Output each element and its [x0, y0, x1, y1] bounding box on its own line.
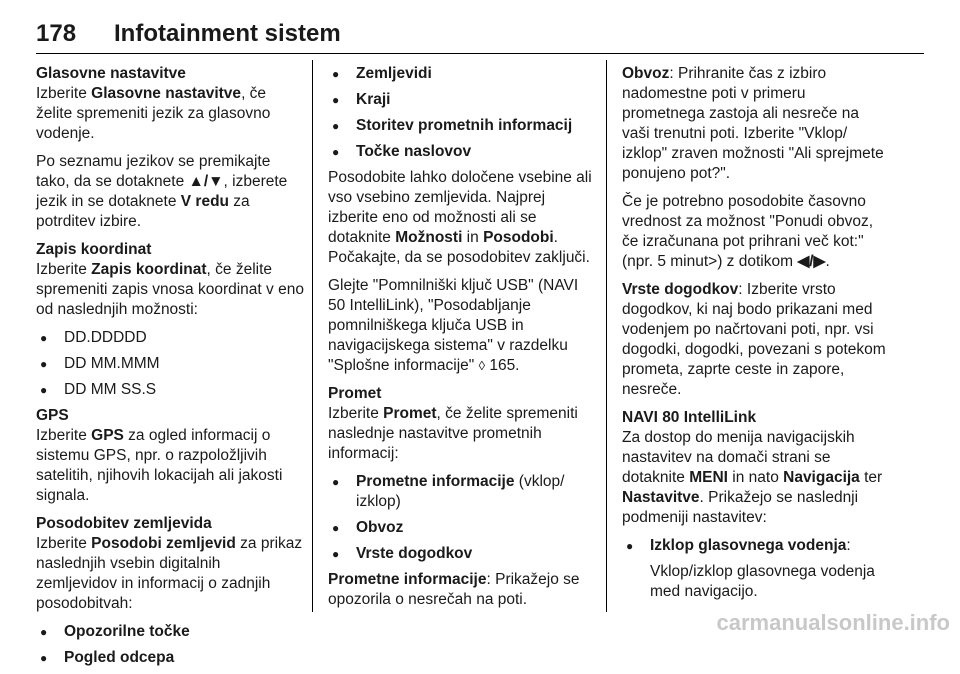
section-heading-map-update: Posodobitev zemljevida: [36, 515, 212, 532]
paragraph: Če je potrebno posodobite časovno vrednost za možnost "Ponudi obvoz, če izračunana pot prihrani več kot:" (npr. 5 minut>) z dotikom ◀/▶.: [622, 193, 874, 270]
paragraph: Prometne informacije: Prikažejo se opozorila o nesrečah na poti.: [328, 571, 580, 608]
section-heading-voice-settings: Glasovne nastavitve: [36, 65, 186, 82]
list-item: ● Kraji: [328, 90, 596, 110]
list-item: ● Izklop glasovnega vodenja:: [622, 536, 890, 556]
paragraph: Vrste dogodkov: Izberite vrsto dogodkov, ki naj bodo prikazani med vodenjem po načrtovani poti, npr. vsi dogodki, dogodki, povezani s potekom prometa, zaprte ceste in zapore, nesreče.: [622, 281, 886, 398]
paragraph: Za dostop do menija navigacijskih nastavitev na domači strani se dotaknite MENI in nato Navigacija ter Nastavitve. Prikažejo se naslednji podmeniji nastavitev:: [622, 429, 883, 526]
list-item: ● Prometne informacije (vklop/ izklop): [328, 472, 596, 512]
bullet-list: [622, 536, 890, 556]
list-item: ● Pogled odcepa: [36, 648, 304, 668]
list-item: ● DD MM SS.S: [36, 380, 304, 400]
page-reference-icon: ◊: [478, 358, 486, 373]
up-down-arrows-icon: ▲/▼: [188, 173, 224, 190]
section-heading-gps: GPS: [36, 407, 69, 424]
list-item: ● Obvoz: [328, 518, 596, 538]
paragraph: Izberite Promet, če želite spremeniti naslednje nastavitve prometnih informacij:: [328, 405, 578, 462]
paragraph: Izberite GPS za ogled informacij o sistemu GPS, npr. o razpoložljivih satelitih, njihovih lokacijah ali jakosti signala.: [36, 427, 283, 504]
paragraph: Posodobite lahko določene vsebine ali vso vsebino zemljevida. Najprej izberite eno od možnosti ali se dotaknite Možnosti in Posodobi. Počakajte, da se posodobitev zaključi.: [328, 169, 592, 266]
list-item: ● Opozorilne točke: [36, 622, 304, 642]
page-number: 178: [36, 20, 77, 47]
list-item: ● Storitev prometnih informacij: [328, 116, 596, 136]
bullet-list: [328, 472, 596, 564]
bullet-list: [36, 622, 304, 668]
column-divider-2: [606, 60, 607, 612]
column-divider-1: [312, 60, 313, 612]
list-item: ● DD.DDDDD: [36, 328, 304, 348]
section-heading-traffic: Promet: [328, 385, 382, 402]
left-right-arrows-icon: ◀/▶: [797, 253, 826, 270]
page-header: [36, 20, 924, 48]
column-middle: [328, 64, 596, 618]
list-item-description: Vklop/izklop glasovnega vodenja med navigacijo.: [650, 563, 875, 600]
list-item: ● Točke naslovov: [328, 142, 596, 162]
paragraph: Obvoz: Prihranite čas z izbiro nadomestne poti v primeru prometnega zastoja ali nesreče na vaši trenutni poti. Izberite "Vklop/ izklop" zraven možnosti "Ali sprejmete ponujeno pot?".: [622, 65, 884, 182]
section-heading-navi80: NAVI 80 IntelliLink: [622, 409, 757, 426]
paragraph: Izberite Posodobi zemljevid za prikaz naslednjih vsebin digitalnih zemljevidov in informacij o zadnjih posodobitvah:: [36, 535, 303, 612]
paragraph: Izberite Glasovne nastavitve, če želite spremeniti jezik za glasovno vodenje.: [36, 85, 271, 142]
bullet-list: [328, 64, 596, 162]
bullet-list: [36, 328, 304, 400]
list-item: ● DD MM.MMM: [36, 354, 304, 374]
list-item: ● Zemljevidi: [328, 64, 596, 84]
paragraph: Izberite Zapis koordinat, če želite spremeniti zapis vnosa koordinat v eno od naslednjih možnosti:: [36, 261, 304, 318]
header-divider: [36, 53, 924, 54]
section-heading-coordinate-format: Zapis koordinat: [36, 241, 152, 258]
paragraph: Po seznamu jezikov se premikajte tako, da se dotaknete ▲/▼, izberete jezik in se dotaknete V redu za potrditev izbire.: [36, 153, 288, 230]
list-item: ● Vrste dogodkov: [328, 544, 596, 564]
watermark: carmanualsonline.info: [716, 610, 950, 635]
column-right: [622, 64, 890, 602]
column-left: [36, 64, 304, 674]
page-title: Infotainment sistem: [114, 20, 341, 47]
paragraph: Glejte "Pomnilniški ključ USB" (NAVI 50 IntelliLink), "Posodabljanje pomnilniškega ključa USB in navigacijskega sistema" v razdelku "Splošne informacije" ◊ 165.: [328, 277, 579, 374]
